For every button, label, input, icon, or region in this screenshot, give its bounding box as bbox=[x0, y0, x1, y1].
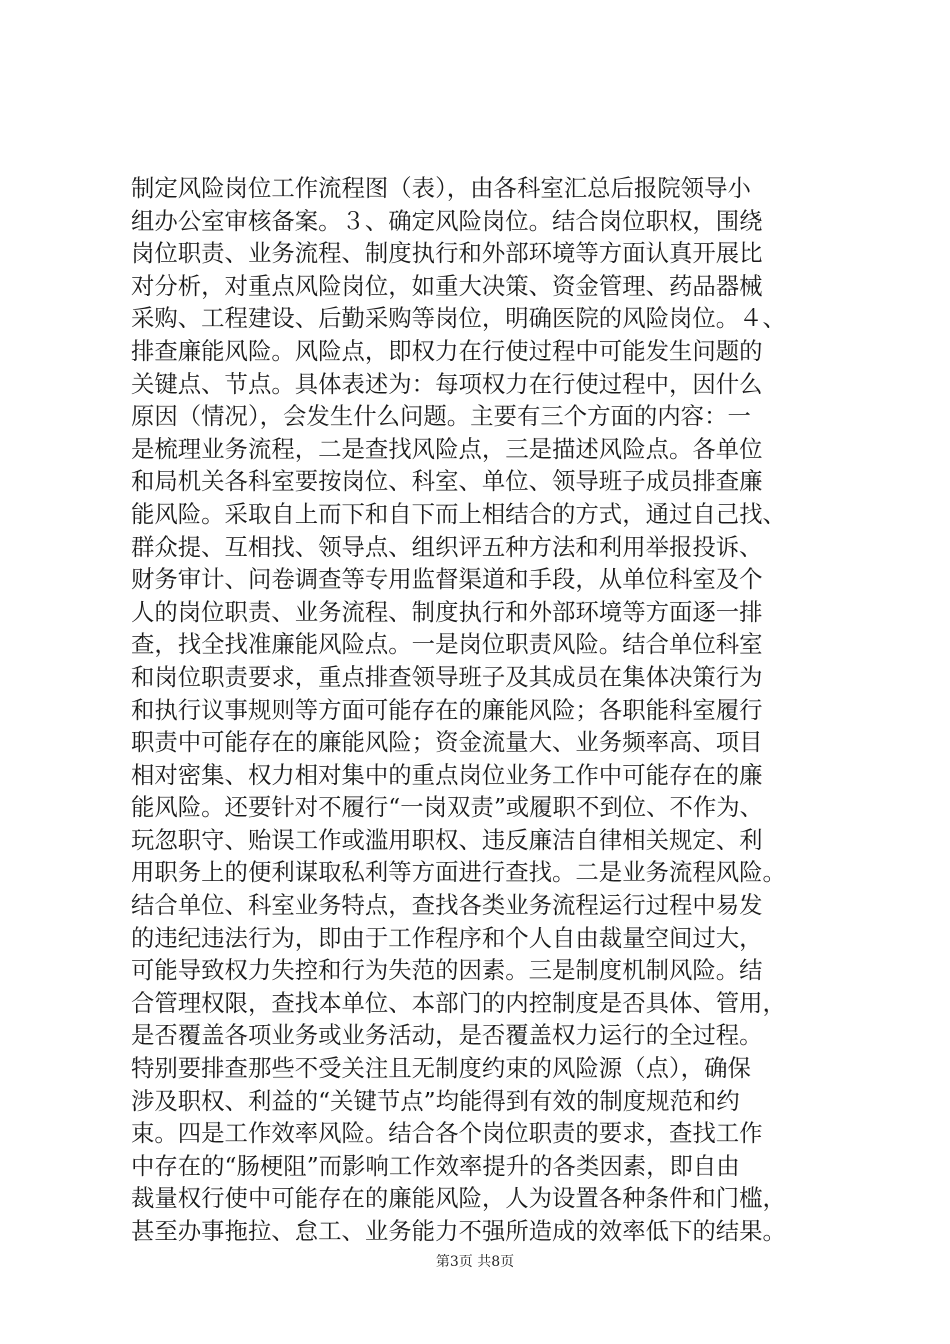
text-line: 用职务上的便利谋取私利等方面进行查找。二是业务流程风险。 bbox=[131, 858, 786, 887]
text-line: 查，找全找准廉能风险点。一是岗位职责风险。结合单位科室 bbox=[131, 630, 763, 659]
text-line: 能风险。还要针对不履行“一岗双责”或履职不到位、不作为、 bbox=[131, 793, 764, 822]
text-line: 和局机关各科室要按岗位、科室、单位、领导班子成员排查廉 bbox=[131, 467, 763, 496]
text-line: 和执行议事规则等方面可能存在的廉能风险；各职能科室履行 bbox=[131, 695, 763, 724]
text-line: 岗位职责、业务流程、制度执行和外部环境等方面认真开展比 bbox=[131, 239, 763, 268]
text-line: 制定风险岗位工作流程图（表），由各科室汇总后报院领导小 bbox=[131, 174, 751, 202]
text-line: 特别要排查那些不受关注且无制度约束的风险源（点），确保 bbox=[131, 1054, 751, 1083]
text-line: 中存在的“肠梗阻”而影响工作效率提升的各类因素，即自由 bbox=[131, 1151, 740, 1180]
text-line: 可能导致权力失控和行为失范的因素。三是制度机制风险。结 bbox=[131, 956, 763, 985]
text-line: 原因（情况），会发生什么问题。主要有三个方面的内容：一 bbox=[131, 402, 751, 431]
text-line: 裁量权行使中可能存在的廉能风险，人为设置各种条件和门槛， bbox=[131, 1184, 786, 1213]
text-line: 甚至办事拖拉、怠工、业务能力不强所造成的效率低下的结果。 bbox=[131, 1217, 786, 1245]
text-line: 涉及职权、利益的“关键节点”均能得到有效的制度规范和约 bbox=[131, 1086, 740, 1115]
text-line: 对分析，对重点风险岗位，如重大决策、资金管理、药品器械 bbox=[131, 271, 763, 300]
text-line: 是梳理业务流程，二是查找风险点，三是描述风险点。各单位 bbox=[131, 434, 763, 463]
text-line: 束。四是工作效率风险。结合各个岗位职责的要求，查找工作 bbox=[131, 1119, 763, 1148]
text-line: 采购、工程建设、后勤采购等岗位，明确医院的风险岗位。４、 bbox=[131, 304, 786, 333]
text-line: 财务审计、问卷调查等专用监督渠道和手段，从单位科室及个 bbox=[131, 565, 763, 594]
body-paragraph bbox=[131, 172, 831, 1248]
text-line: 组办公室审核备案。３、确定风险岗位。结合岗位职权，围绕 bbox=[131, 206, 763, 235]
text-line: 是否覆盖各项业务或业务活动，是否覆盖权力运行的全过程。 bbox=[131, 1021, 763, 1050]
text-line: 排查廉能风险。风险点，即权力在行使过程中可能发生问题的 bbox=[131, 336, 763, 365]
text-line: 人的岗位职责、业务流程、制度执行和外部环境等方面逐一排 bbox=[131, 597, 763, 626]
text-line: 相对密集、权力相对集中的重点岗位业务工作中可能存在的廉 bbox=[131, 760, 763, 789]
text-line: 玩忽职守、贻误工作或滥用职权、违反廉洁自律相关规定、利 bbox=[131, 825, 763, 854]
text-line: 结合单位、科室业务特点，查找各类业务流程运行过程中易发 bbox=[131, 891, 763, 920]
text-line: 能风险。采取自上而下和自下而上相结合的方式，通过自己找、 bbox=[131, 499, 786, 528]
text-line: 关键点、节点。具体表述为：每项权力在行使过程中，因什么 bbox=[131, 369, 763, 398]
text-line: 合管理权限，查找本单位、本部门的内控制度是否具体、管用， bbox=[131, 988, 786, 1017]
text-line: 的违纪违法行为，即由于工作程序和个人自由裁量空间过大， bbox=[131, 923, 763, 952]
text-line: 和岗位职责要求，重点排查领导班子及其成员在集体决策行为 bbox=[131, 662, 763, 691]
text-line: 职责中可能存在的廉能风险；资金流量大、业务频率高、项目 bbox=[131, 728, 763, 757]
text-line: 群众提、互相找、领导点、组织评五种方法和利用举报投诉、 bbox=[131, 532, 763, 561]
page-number-footer: 第3页 共8页 bbox=[435, 1254, 515, 1270]
